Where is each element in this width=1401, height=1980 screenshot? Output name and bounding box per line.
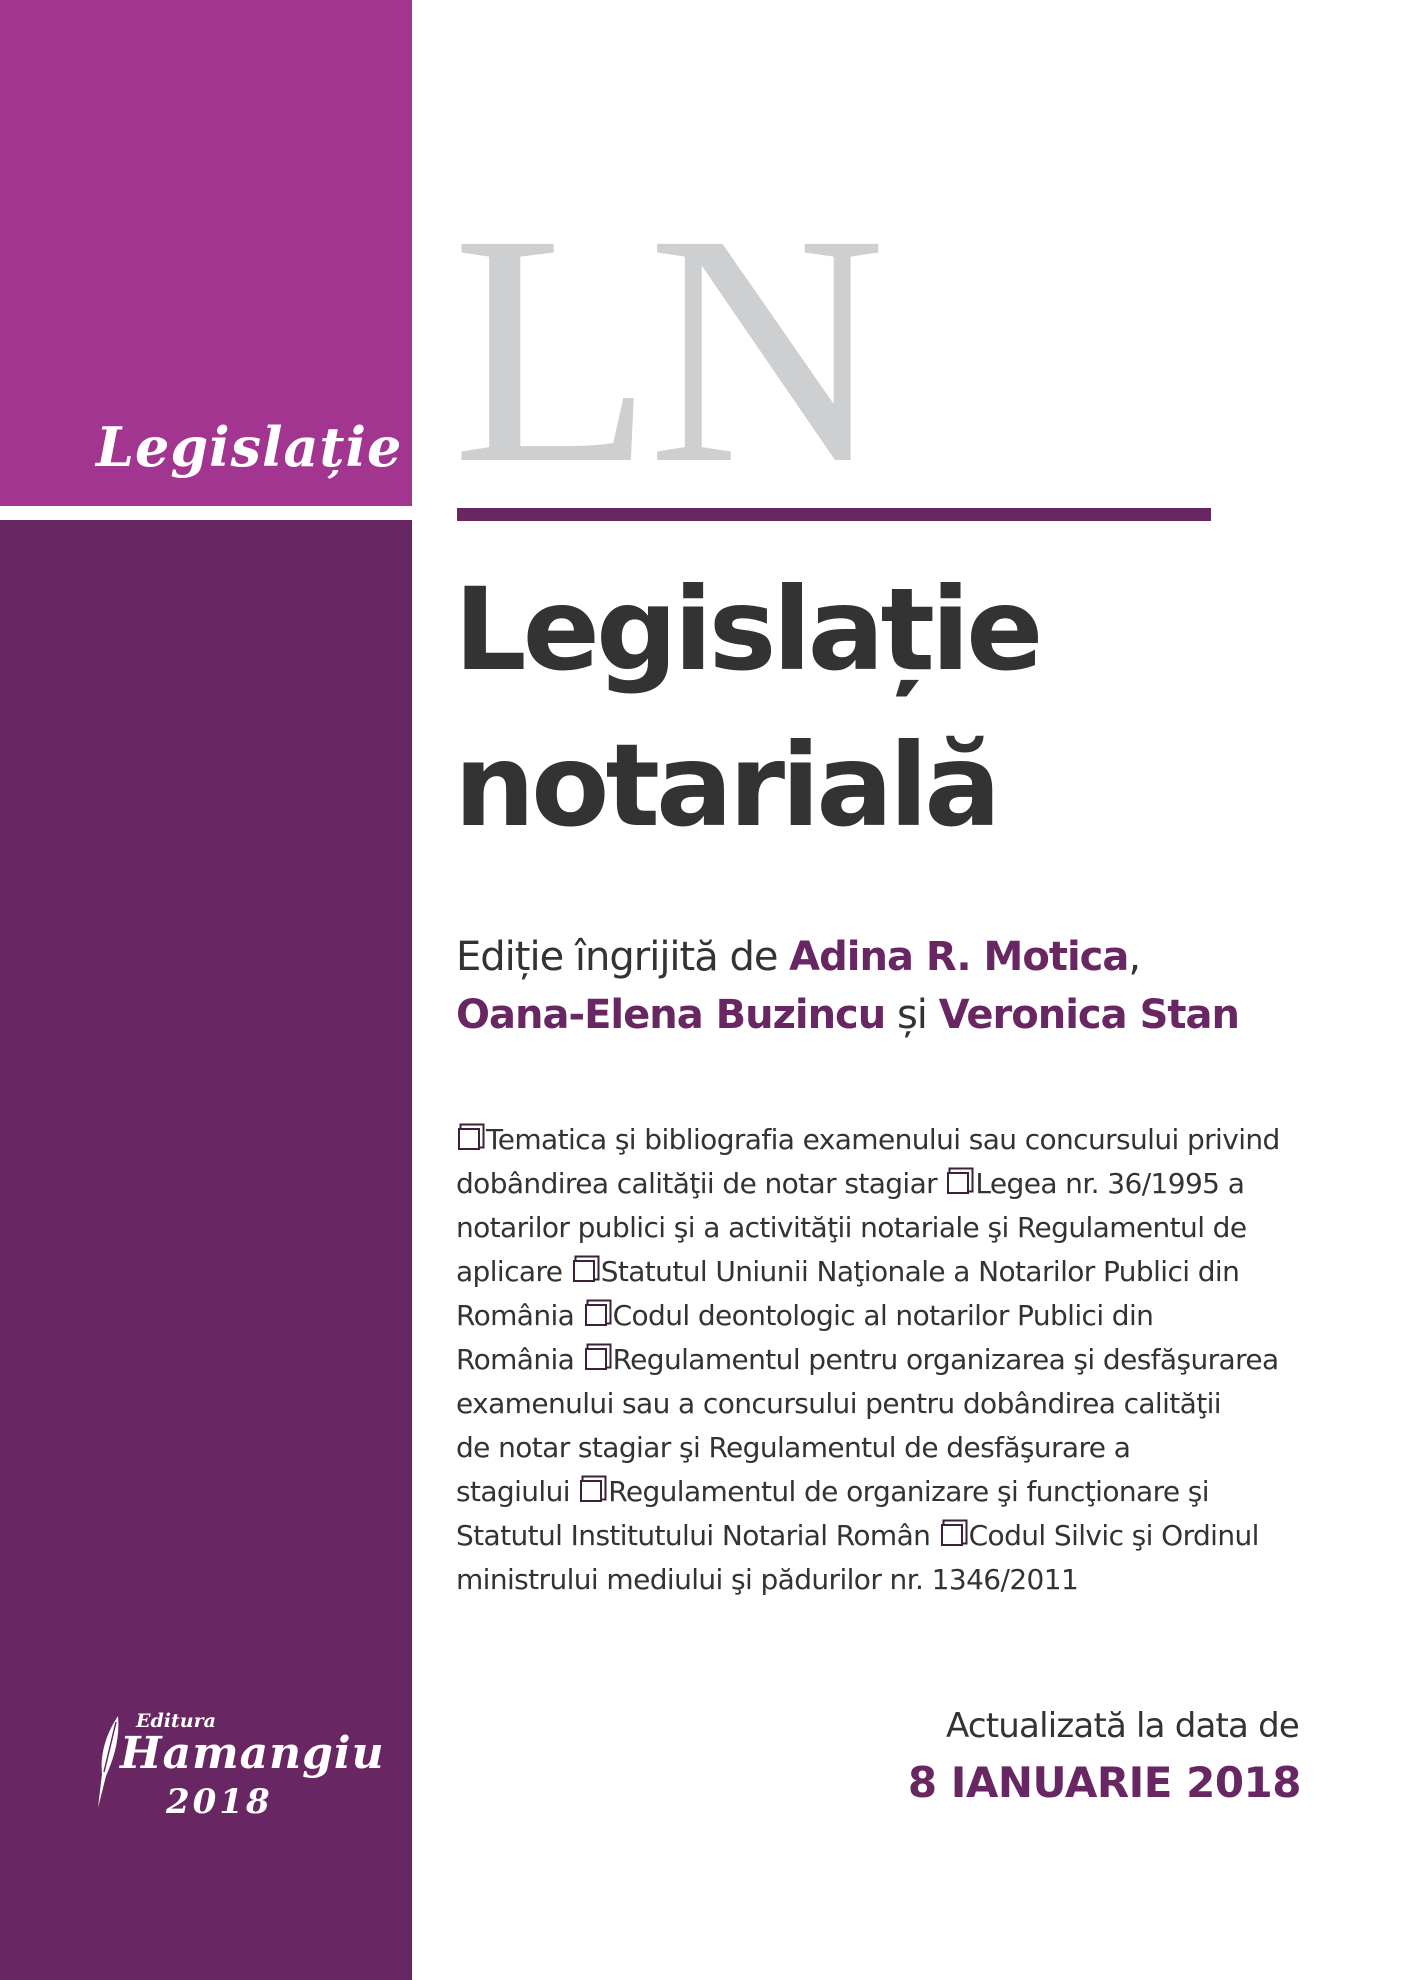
contents-line: de notar stagiar şi Regulamentul de desfăşurare a (456, 1431, 1131, 1464)
contents-line: dobândirea calităţii de notar stagiar Legea nr. 36/1995 a (456, 1167, 1245, 1200)
publisher-year: 2018 (166, 1782, 273, 1822)
editors-conjunction: și (896, 992, 927, 1038)
editors-line1 (456, 928, 1356, 986)
ln-logo-mark: LN (452, 185, 880, 475)
checkbox-bullet-icon (947, 1172, 969, 1194)
contents-line: Tematica şi bibliografia examenului sau concursului privind (456, 1118, 1316, 1162)
contents-line: ministrului mediului şi pădurilor nr. 1346/2011 (456, 1563, 1079, 1596)
editor-name-2: Oana-Elena Buzincu (456, 992, 886, 1038)
editors-prefix: Ediție îngrijită de (456, 934, 778, 980)
book-title-line1: Legislație (454, 563, 1040, 696)
checkbox-bullet-icon (585, 1348, 607, 1370)
book-title-line2: notarială (454, 719, 998, 852)
checkbox-bullet-icon (585, 1304, 607, 1326)
contents-list (456, 1118, 1316, 1602)
contents-line: România Regulamentul pentru organizarea şi desfăşurarea (456, 1343, 1279, 1376)
publisher-logo (96, 1710, 385, 1830)
checkbox-bullet-icon (573, 1260, 595, 1282)
contents-line: examenului sau a concursului pentru dobândirea calităţii (456, 1387, 1221, 1420)
contents-line: România Codul deontologic al notarilor Publici din (456, 1299, 1154, 1332)
editor-name-3: Veronica Stan (938, 992, 1239, 1038)
title-divider (457, 508, 1211, 521)
checkbox-bullet-icon (941, 1524, 963, 1546)
contents-line: Statutul Institutului Notarial Român Codul Silvic şi Ordinul (456, 1519, 1259, 1552)
update-date: 8 IANUARIE 2018 (907, 1758, 1301, 1807)
update-label: Actualizată la data de (946, 1706, 1299, 1746)
series-label: Legislație (96, 415, 403, 479)
checkbox-bullet-icon (458, 1128, 480, 1150)
contents-line: notarilor publici şi a activităţii notariale şi Regulamentul de (456, 1211, 1247, 1244)
publisher-name: Hamangiu (120, 1728, 385, 1779)
editor-name-1: Adina R. Motica (789, 934, 1129, 980)
contents-line: stagiului Regulamentul de organizare şi funcţionare şi (456, 1475, 1209, 1508)
contents-line: aplicare Statutul Uniunii Naţionale a Notarilor Publici din (456, 1255, 1240, 1288)
checkbox-bullet-icon (580, 1480, 602, 1502)
editors-comma: , (1128, 934, 1141, 980)
sidebar-separator (0, 506, 412, 520)
editors-line2 (456, 986, 1356, 1044)
book-title (454, 552, 1354, 864)
publisher-small-label: Editura (136, 1710, 216, 1732)
editors-credit (456, 928, 1356, 1044)
